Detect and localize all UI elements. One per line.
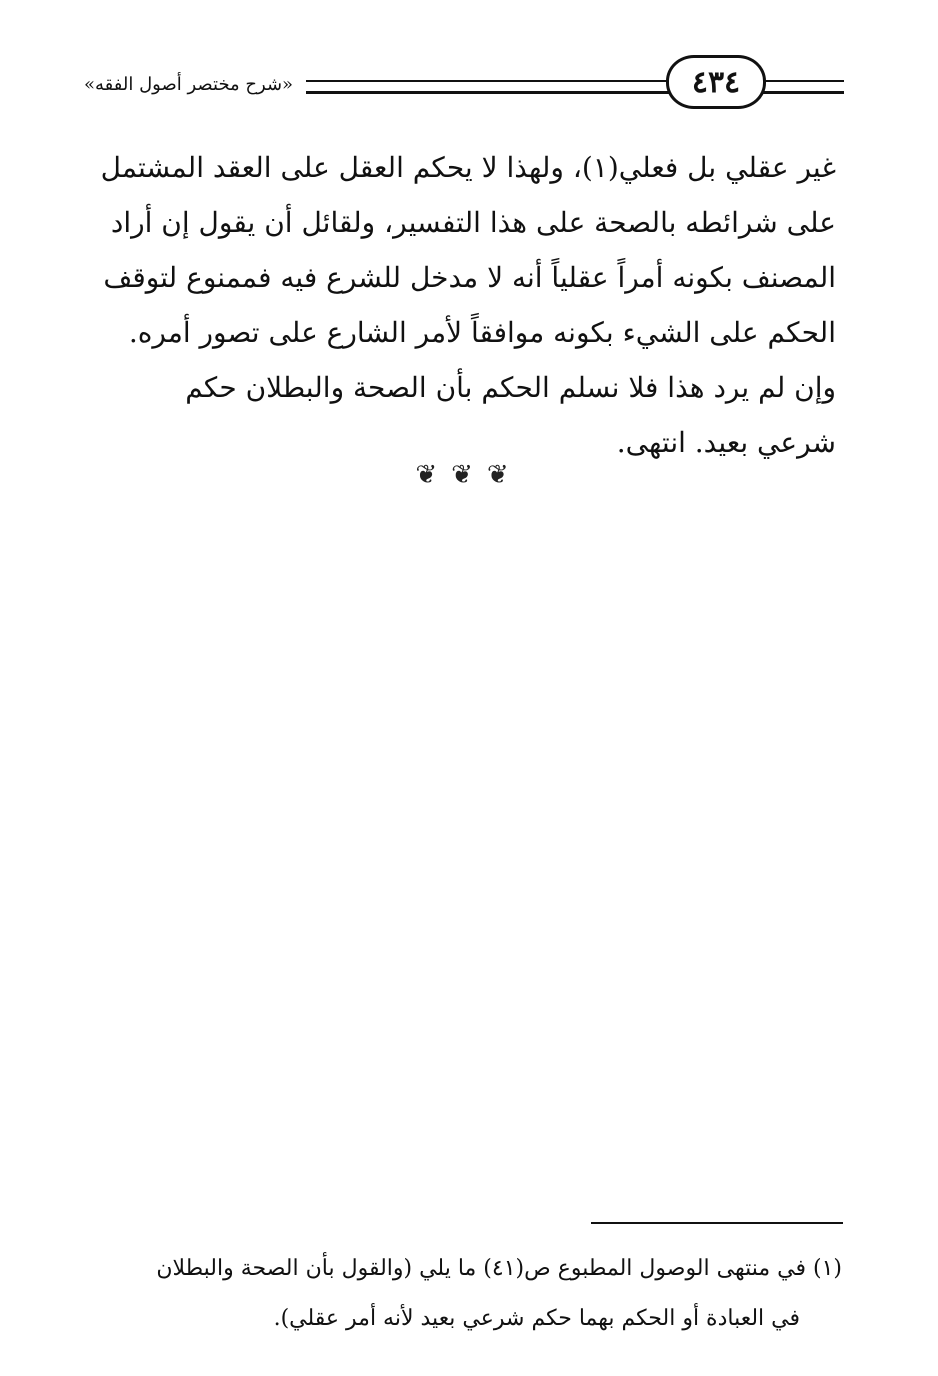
text-line: على شرائطه بالصحة على هذا التفسير، ولقائل أن يقول إن أراد — [110, 206, 836, 239]
footnote-line: في العبادة أو الحكم بهما حكم شرعي بعيد لأنه أمر عقلي). — [273, 1306, 800, 1331]
footnote — [90, 1244, 842, 1344]
footnote-separator — [591, 1222, 843, 1224]
footnote-line: (١) في منتهى الوصول المطبوع ص(٤١) ما يلي (والقول بأن الصحة والبطلان — [156, 1256, 842, 1281]
section-end-ornaments: ❦❦❦ — [415, 460, 523, 490]
text-line: شرعي بعيد. انتهى. — [616, 426, 836, 459]
text-line: وإن لم يرد هذا فلا نسلم الحكم بأن الصحة والبطلان حكم — [185, 371, 836, 404]
page-header — [84, 52, 844, 112]
page-number-badge: ٤٣٤ — [666, 55, 766, 109]
text-line: المصنف بكونه أمراً عقلياً أنه لا مدخل للشرع فيه فممنوع لتوقف — [103, 261, 836, 294]
text-line: غير عقلي بل فعلي(١)، ولهذا لا يحكم العقل على العقد المشتمل — [100, 151, 836, 184]
text-line: الحكم على الشيء بكونه موافقاً لأمر الشارع على تصور أمره. — [128, 316, 836, 349]
book-title: «شرح مختصر أصول الفقه» — [84, 74, 294, 95]
main-text — [84, 140, 836, 470]
